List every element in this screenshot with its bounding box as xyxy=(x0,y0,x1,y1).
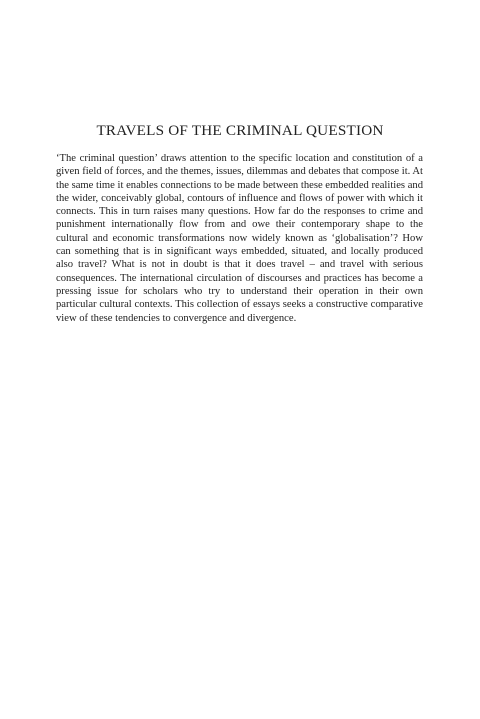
blurb-paragraph: ‘The criminal question’ draws attention to the specific location and constitution of a given field of forces, and the themes, issues, dilemmas and debates that compose it. At the same time it enables connections to be made between these embedded realities and the wider, conceivably global, contours of influence and flows of power with which it connects. This in turn raises many questions. How far do the responses to crime and punishment internationally flow from and owe their contemporary shape to the cultural and economic transformations now widely known as ‘globalisation’? How can something that is in significant ways embedded, situated, and locally produced also travel? What is not in doubt is that it does travel – and travel with serious consequences. The international circulation of discourses and practices has become a pressing issue for scholars who try to understand their operation in their own particular cultural contexts. This collection of essays seeks a constructive comparative view of these tendencies to convergence and divergence. xyxy=(56,153,423,324)
page-title: TRAVELS OF THE CRIMINAL QUESTION xyxy=(96,122,384,139)
